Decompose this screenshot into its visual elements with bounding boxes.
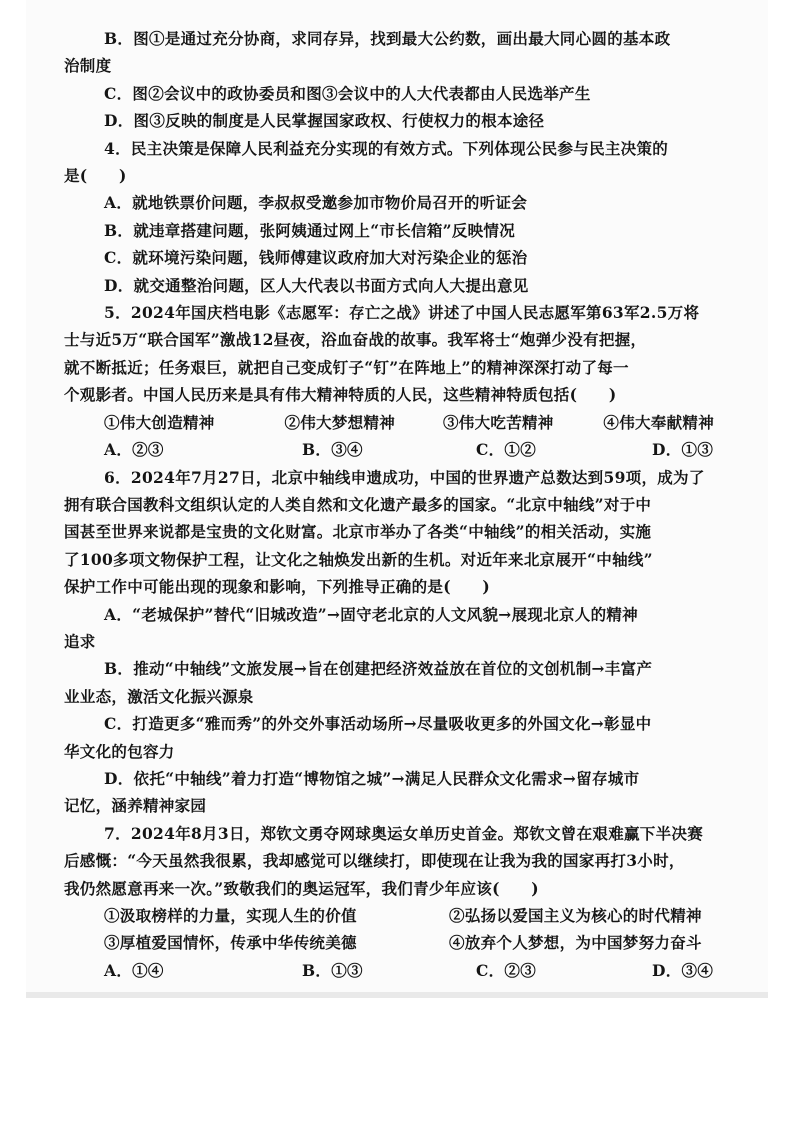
q5-item: ④伟大奉献精神: [603, 412, 714, 432]
q3-option-d: D．图③反映的制度是人民掌握国家政权、行使权力的根本途径: [104, 111, 545, 131]
q6-stem: 6．2024年7月27日，北京中轴线申遗成功，中国的世界遗产总数达到59项，成为了: [104, 467, 705, 487]
q4-option-c: C．就环境污染问题，钱师傅建议政府加大对污染企业的惩治: [104, 248, 528, 268]
q7-items-row2: [64, 929, 714, 956]
q5-choice: B．③④: [302, 440, 363, 460]
q6-option-a-cont: 追求: [64, 631, 96, 651]
q5-choice: A．②③: [104, 440, 164, 460]
q6-option-d-cont: 记忆，涵养精神家园: [64, 796, 207, 816]
q5-items: [64, 409, 714, 436]
q7-item: ①汲取榜样的力量，实现人生的价值: [104, 906, 357, 925]
q6-option-c: C．打造更多“雅而秀”的外交外事活动场所→尽量吸收更多的外国文化→彰显中: [104, 714, 652, 734]
q4-option-a: A．就地铁票价问题，李叔叔受邀参加市物价局召开的听证会: [104, 193, 528, 213]
q3-option-b-cont: 治制度: [64, 56, 112, 76]
q3-option-c: C．图②会议中的政协委员和图③会议中的人大代表都由人民选举产生: [104, 83, 591, 103]
q4-option-b: B．就违章搭建问题，张阿姨通过网上“市长信箱”反映情况: [104, 220, 516, 240]
q6-option-c-cont: 华文化的包容力: [64, 741, 175, 761]
q6-stem-cont: 拥有联合国教科文组织认定的人类自然和文化遗产最多的国家。“北京中轴线”对于中: [64, 494, 652, 514]
q3-option-b: B．图①是通过充分协商，求同存异，找到最大公约数，画出最大同心圆的基本政: [104, 29, 671, 48]
q6-option-b: B．推动“中轴线”文旅发展→旨在创建把经济效益放在首位的文创机制→丰富产: [104, 659, 653, 679]
q4-option-d: D．就交通整治问题，区人大代表以书面方式向人大提出意见: [104, 275, 529, 295]
q7-item: ③厚植爱国情怀，传承中华传统美德: [104, 933, 357, 953]
q6-stem-cont: 保护工作中可能出现的现象和影响，下列推导正确的是( ): [64, 577, 491, 597]
q6-option-d: D．依托“中轴线”着力打造“博物馆之城”→满足人民群众文化需求→留存城市: [104, 768, 640, 788]
q7-choices: [64, 957, 714, 984]
q4-stem-cont: 是( ): [64, 166, 127, 186]
q7-choice: D．③④: [652, 960, 714, 980]
q7-item: ④放弃个人梦想，为中国梦努力奋斗: [449, 933, 702, 953]
q5-stem-cont: 个观影者。中国人民历来是具有伟大精神特质的人民，这些精神特质包括( ): [64, 385, 617, 405]
q6-stem-cont: 了100多项文物保护工程，让文化之轴焕发出新的生机。对近年来北京展开“中轴线”: [64, 549, 653, 569]
q5-item: ③伟大吃苦精神: [443, 412, 554, 432]
q6-option-b-cont: 业业态，激活文化振兴源泉: [64, 686, 254, 706]
q7-items-row1: [64, 902, 714, 929]
q5-choices: [64, 436, 714, 463]
q4-stem: 4．民主决策是保障人民利益充分实现的有效方式。下列体现公民参与民主决策的: [104, 138, 669, 158]
q6-stem-cont: 国甚至世界来说都是宝贵的文化财富。北京市举办了各类“中轴线”的相关活动，实施: [64, 522, 652, 542]
q7-choice: C．②③: [476, 960, 537, 980]
q5-stem-cont: 就不断抵近；任务艰巨，就把自己变成钉子“钉”在阵地上”的精神深深打动了每一: [64, 357, 629, 377]
q5-item: ②伟大梦想精神: [284, 412, 396, 432]
page-edge: [26, 992, 768, 998]
q5-item: ①伟大创造精神: [104, 412, 215, 432]
q7-stem-cont: 我仍然愿意再来一次。”致敬我们的奥运冠军，我们青少年应该( ): [64, 878, 539, 898]
q7-choice: A．①④: [104, 960, 164, 980]
q5-stem-cont: 士与近5万“联合国军”激战12昼夜，浴血奋战的故事。我军将士“炮弹少没有把握，: [64, 330, 647, 350]
q7-item: ②弘扬以爱国主义为核心的时代精神: [449, 906, 702, 925]
exam-content: [64, 25, 714, 984]
q7-choice: B．①③: [302, 960, 363, 980]
q7-stem-cont: 后感慨：“今天虽然我很累，我却感觉可以继续打，即使现在让我为我的国家再打3小时，: [64, 851, 685, 871]
q6-option-a: A．“老城保护”替代“旧城改造”→固守老北京的人文风貌→展现北京人的精神: [104, 604, 638, 624]
q7-stem: 7．2024年8月3日，郑钦文勇夺网球奥运女单历史首金。郑钦文曾在艰难赢下半决赛: [104, 823, 703, 843]
q5-choice: C．①②: [476, 440, 537, 460]
q5-stem: 5．2024年国庆档电影《志愿军：存亡之战》讲述了中国人民志愿军第63军2.5万将: [104, 303, 700, 323]
q5-choice: D．①③: [652, 440, 714, 460]
